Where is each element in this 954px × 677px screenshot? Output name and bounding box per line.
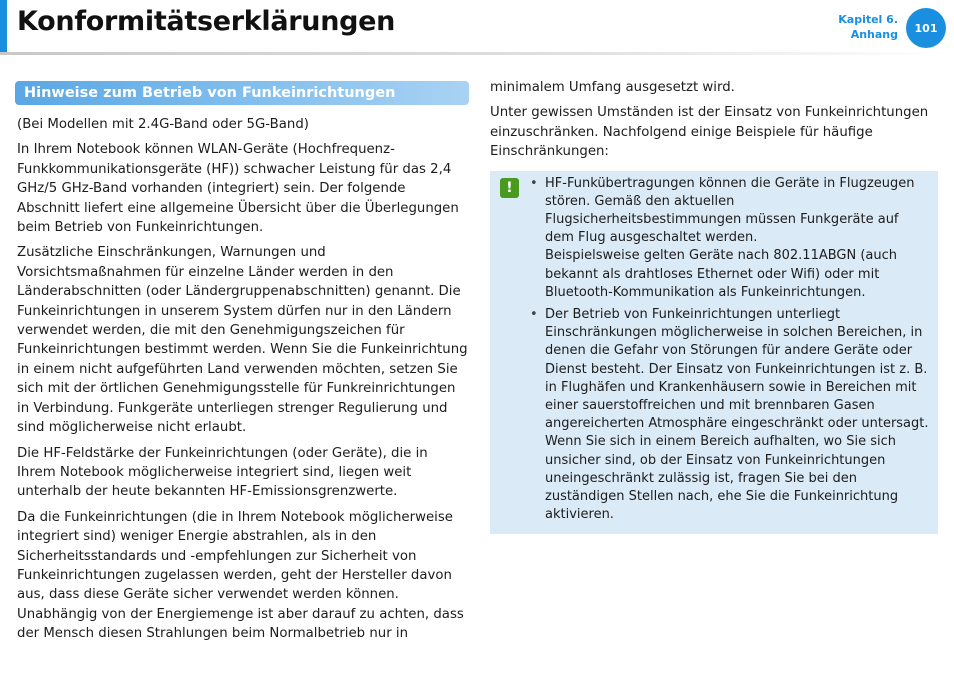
- header-accent-bar: [0, 0, 7, 52]
- paragraph: In Ihrem Notebook können WLAN-Geräte (Hochfrequenz-Funkkommunikationsgeräte (HF)) schwacher Leistung für das 2,4 GHz/5 GHz-Band vorhanden (integriert) sein. Der folgende Abschnitt liefert eine allgemeine Übersicht über die Überlegungen beim Betrieb von Funkeinrichtungen.: [17, 142, 459, 236]
- section-heading: Hinweise zum Betrieb von Funkeinrichtungen: [15, 81, 469, 105]
- left-column: [17, 81, 469, 650]
- caution-note-box: [490, 171, 938, 535]
- page-title: Konformitätserklärungen: [17, 6, 396, 37]
- page-number-badge: 101: [906, 8, 946, 48]
- list-item-text: • HF-Funkübertragungen können die Geräte in Flugzeugen stören. Gemäß den aktuellen Flugsicherheitsbestimmungen müssen Funkgeräte auf dem Flug ausgeschaltet werden.: [545, 175, 915, 246]
- chapter-name: Anhang: [850, 28, 898, 41]
- chapter-label: [838, 12, 898, 42]
- paragraph: Zusätzliche Einschränkungen, Warnungen und Vorsichtsmaßnahmen für einzelne Länder werden in den Länderabschnitten (oder Ländergruppenabschnitten) genannt. Die Funkeinrichtungen in unserem System dürfen nur in den Ländern verwendet werden, die mit den Genehmigungszeichen für Funkeinrichtungen bestimmt werden. Wenn Sie die Funkeinrichtung in einem nicht aufgeführten Land verwenden möchten, setzen Sie sich mit der örtlichen Genehmigungsstelle für Funkreinrichtungen in Verbindung. Funkgeräte unterliegen strenger Regulierung und sind möglicherweise nicht erlaubt.: [17, 245, 468, 436]
- list-item-text: Beispielsweise gelten Geräte nach 802.11ABGN (auch bekannt als drahtloses Ethernet oder Wifi) oder mit Bluetooth-Kommunikation als Funkeinrichtungen.: [545, 248, 898, 300]
- right-column: [490, 78, 938, 534]
- header-divider: [0, 52, 954, 55]
- list-item: [545, 306, 930, 524]
- chapter-number: Kapitel 6.: [838, 13, 898, 26]
- paragraph: minimalem Umfang ausgesetzt wird.: [490, 80, 735, 95]
- paragraph: Unter gewissen Umständen ist der Einsatz von Funkeinrichtungen einzuschränken. Nachfolgend einige Beispiele für häufige Einschränkungen:: [490, 105, 929, 160]
- paragraph: Da die Funkeinrichtungen (die in Ihrem Notebook möglicherweise integriert sind) weniger Energie abstrahlen, als in den Sicherheitsstandards und -empfehlungen zur Sicherheit von Funkeinrichtungen zugelassen werden, geht der Hersteller davon aus, dass diese Geräte sicher verwendet werden können. Unabhängig von der Energiemenge ist aber darauf zu achten, dass der Mensch diesen Strahlungen beim Normalbetrieb nur in: [17, 509, 464, 642]
- paragraph: (Bei Modellen mit 2.4G-Band oder 5G-Band): [17, 117, 309, 132]
- caution-list: [498, 175, 930, 525]
- paragraph: Die HF-Feldstärke der Funkeinrichtungen (oder Geräte), die in Ihrem Notebook möglicherweise integriert sind, liegen weit unterhalb der heute bekannten HF-Emissionsgrenzwerte.: [17, 445, 428, 500]
- list-item-text: • Der Betrieb von Funkeinrichtungen unterliegt Einschränkungen möglicherweise in solchen Bereichen, in denen die Gefahr von Störungen für andere Geräte oder Dienst besteht. Der Einsatz von Funkeinrichtungen ist z. B. in Flughäfen und Krankenhäusern sowie in Bereichen mit einer sauerstoffreichen und mit brennbaren Gasen angereicherten Atmosphäre eingeschränkt oder untersagt. Wenn Sie sich in einem Bereich aufhalten, wo Sie sich unsicher sind, ob der Einsatz von Funkeinrichtungen uneingeschränkt zulässig ist, fragen Sie bei den zuständigen Stellen nach, ehe Sie die Funkeinrichtung aktivieren.: [545, 307, 929, 523]
- list-item: [545, 175, 930, 302]
- exclamation-warning-icon: !: [500, 178, 519, 198]
